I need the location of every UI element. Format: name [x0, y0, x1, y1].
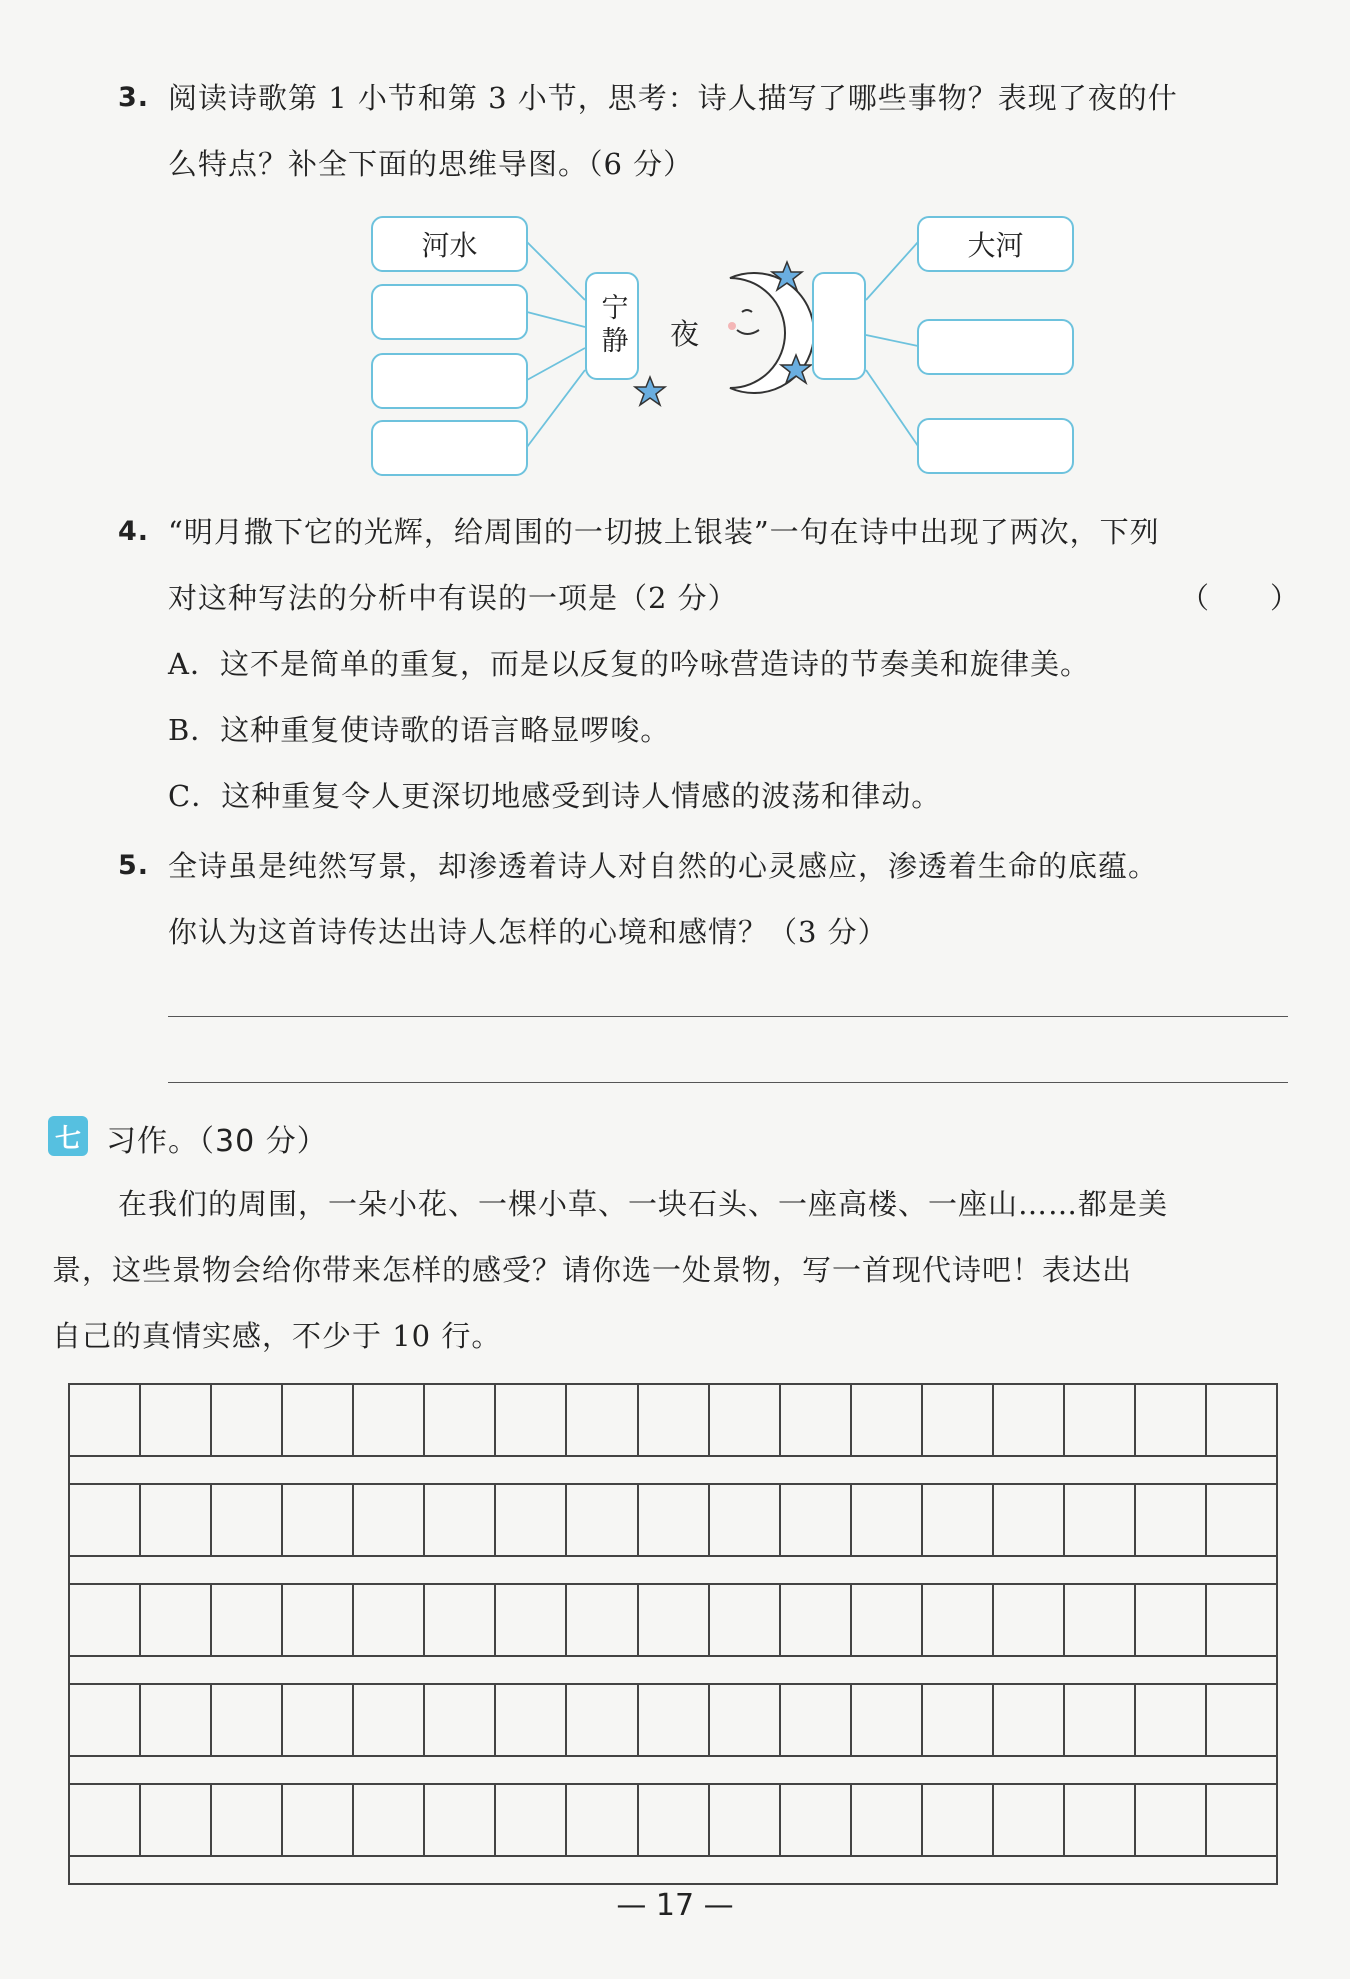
- grid-cell[interactable]: [212, 1585, 283, 1655]
- grid-cell[interactable]: [567, 1385, 638, 1455]
- grid-cell[interactable]: [852, 1385, 923, 1455]
- grid-cell[interactable]: [567, 1585, 638, 1655]
- grid-cell[interactable]: [710, 1485, 781, 1555]
- grid-cell[interactable]: [923, 1685, 994, 1755]
- question-4-number: 4.: [118, 516, 150, 547]
- grid-cell[interactable]: [283, 1685, 354, 1755]
- grid-cell[interactable]: [212, 1485, 283, 1555]
- page-number: — 17 —: [616, 1888, 734, 1923]
- grid-cell[interactable]: [354, 1785, 425, 1855]
- mindmap-left-box-2[interactable]: [371, 284, 528, 340]
- grid-cell[interactable]: [425, 1485, 496, 1555]
- grid-cell[interactable]: [496, 1685, 567, 1755]
- grid-cell[interactable]: [781, 1385, 852, 1455]
- grid-cell[interactable]: [70, 1385, 141, 1455]
- grid-cell[interactable]: [1207, 1685, 1276, 1755]
- grid-cell[interactable]: [496, 1785, 567, 1855]
- grid-cell[interactable]: [639, 1685, 710, 1755]
- grid-cell[interactable]: [852, 1685, 923, 1755]
- question-5-number: 5.: [118, 850, 150, 881]
- grid-cell[interactable]: [1207, 1385, 1276, 1455]
- bracket-open: （: [1180, 581, 1211, 615]
- question-4: [118, 512, 1298, 812]
- grid-cell[interactable]: [141, 1385, 212, 1455]
- mindmap-left-box-3[interactable]: [371, 353, 528, 409]
- grid-cell[interactable]: [639, 1385, 710, 1455]
- option-c[interactable]: C．这种重复令人更深切地感受到诗人情感的波荡和律动。: [168, 779, 942, 813]
- grid-cell[interactable]: [70, 1485, 141, 1555]
- grid-cell[interactable]: [496, 1585, 567, 1655]
- grid-cell[interactable]: [639, 1485, 710, 1555]
- grid-row: [70, 1585, 1276, 1657]
- grid-cell[interactable]: [283, 1785, 354, 1855]
- grid-cell[interactable]: [212, 1685, 283, 1755]
- grid-cell[interactable]: [70, 1785, 141, 1855]
- grid-cell[interactable]: [70, 1585, 141, 1655]
- grid-cell[interactable]: [425, 1385, 496, 1455]
- grid-cell[interactable]: [852, 1785, 923, 1855]
- grid-cell[interactable]: [923, 1385, 994, 1455]
- question-5-line1: 全诗虽是纯然写景，却渗透着诗人对自然的心灵感应，渗透着生命的底蕴。: [168, 849, 1159, 883]
- answer-line-1[interactable]: [168, 1016, 1288, 1017]
- grid-spacer: [70, 1757, 1276, 1785]
- question-3-line1: 阅读诗歌第 1 小节和第 3 小节，思考：诗人描写了哪些事物？表现了夜的什: [168, 81, 1178, 115]
- grid-cell[interactable]: [1065, 1385, 1136, 1455]
- question-3-number: 3.: [118, 82, 150, 113]
- grid-cell[interactable]: [283, 1585, 354, 1655]
- grid-cell[interactable]: [70, 1685, 141, 1755]
- mind-map: [0, 200, 1350, 490]
- grid-cell[interactable]: [354, 1485, 425, 1555]
- mindmap-right-box-2[interactable]: [917, 319, 1074, 375]
- grid-cell[interactable]: [852, 1485, 923, 1555]
- grid-cell[interactable]: [994, 1585, 1065, 1655]
- question-5-line2: 你认为这首诗传达出诗人怎样的心境和感情？（3 分）: [168, 915, 888, 949]
- grid-cell[interactable]: [212, 1385, 283, 1455]
- grid-cell[interactable]: [710, 1385, 781, 1455]
- grid-cell[interactable]: [212, 1785, 283, 1855]
- grid-cell[interactable]: [710, 1785, 781, 1855]
- grid-cell[interactable]: [283, 1385, 354, 1455]
- grid-cell[interactable]: [781, 1785, 852, 1855]
- grid-cell[interactable]: [425, 1585, 496, 1655]
- grid-cell[interactable]: [852, 1585, 923, 1655]
- question-3: [118, 78, 1298, 188]
- mindmap-center-label: 夜: [670, 317, 700, 351]
- prompt-line-1: 在我们的周围，一朵小花、一棵小草、一块石头、一座高楼、一座山……都是美: [118, 1187, 1169, 1221]
- mindmap-left-box-4[interactable]: [371, 420, 528, 476]
- grid-cell[interactable]: [567, 1685, 638, 1755]
- grid-cell[interactable]: [1207, 1785, 1276, 1855]
- grid-row: [70, 1785, 1276, 1857]
- section-badge: 七: [48, 1116, 88, 1156]
- mindmap-center-left-box: [585, 272, 639, 380]
- grid-cell[interactable]: [639, 1585, 710, 1655]
- grid-cell[interactable]: [994, 1785, 1065, 1855]
- section-title: 习作。（30 分）: [106, 1124, 328, 1159]
- grid-spacer: [70, 1657, 1276, 1685]
- grid-cell[interactable]: [141, 1685, 212, 1755]
- grid-cell[interactable]: [710, 1585, 781, 1655]
- grid-spacer: [70, 1857, 1276, 1885]
- grid-cell[interactable]: [1065, 1785, 1136, 1855]
- grid-cell[interactable]: [781, 1585, 852, 1655]
- grid-cell[interactable]: [1136, 1385, 1207, 1455]
- grid-cell[interactable]: [1065, 1585, 1136, 1655]
- question-4-line2: 对这种写法的分析中有误的一项是（2 分）: [168, 581, 738, 615]
- grid-cell[interactable]: [354, 1585, 425, 1655]
- grid-cell[interactable]: [639, 1785, 710, 1855]
- grid-spacer: [70, 1457, 1276, 1485]
- question-3-line2: 么特点？补全下面的思维导图。（6 分）: [168, 147, 694, 181]
- grid-cell[interactable]: [1207, 1485, 1276, 1555]
- grid-cell[interactable]: [1065, 1485, 1136, 1555]
- grid-spacer: [70, 1557, 1276, 1585]
- grid-cell[interactable]: [354, 1685, 425, 1755]
- grid-cell[interactable]: [781, 1485, 852, 1555]
- grid-cell[interactable]: [425, 1685, 496, 1755]
- answer-bracket[interactable]: [1180, 578, 1300, 618]
- mindmap-right-box-1: 大河: [917, 216, 1074, 272]
- question-4-line1: “明月撒下它的光辉，给周围的一切披上银装”一句在诗中出现了两次，下列: [168, 515, 1160, 549]
- grid-cell[interactable]: [1207, 1585, 1276, 1655]
- grid-cell[interactable]: [283, 1485, 354, 1555]
- mindmap-center-left-label: 宁静: [596, 293, 628, 359]
- writing-grid[interactable]: [68, 1383, 1278, 1885]
- grid-cell[interactable]: [1136, 1785, 1207, 1855]
- grid-cell[interactable]: [923, 1585, 994, 1655]
- grid-cell[interactable]: [496, 1485, 567, 1555]
- grid-cell[interactable]: [1065, 1685, 1136, 1755]
- question-5: [118, 846, 1298, 956]
- mindmap-right-box-3[interactable]: [917, 418, 1074, 474]
- prompt-line-3: 自己的真情实感，不少于 10 行。: [52, 1319, 502, 1353]
- grid-cell[interactable]: [141, 1785, 212, 1855]
- prompt-line-2: 景，这些景物会给你带来怎样的感受？请你选一处景物，写一首现代诗吧！表达出: [52, 1253, 1133, 1287]
- grid-cell[interactable]: [354, 1385, 425, 1455]
- grid-row: [70, 1385, 1276, 1457]
- grid-cell[interactable]: [1136, 1685, 1207, 1755]
- grid-cell[interactable]: [994, 1485, 1065, 1555]
- grid-cell[interactable]: [923, 1485, 994, 1555]
- grid-cell[interactable]: [567, 1485, 638, 1555]
- grid-row: [70, 1485, 1276, 1557]
- grid-cell[interactable]: [994, 1685, 1065, 1755]
- grid-cell[interactable]: [1136, 1485, 1207, 1555]
- grid-cell[interactable]: [567, 1785, 638, 1855]
- grid-cell[interactable]: [781, 1685, 852, 1755]
- mindmap-center-right-box[interactable]: [812, 272, 866, 380]
- grid-cell[interactable]: [923, 1785, 994, 1855]
- mindmap-left-box-1: 河水: [371, 216, 528, 272]
- grid-cell[interactable]: [141, 1585, 212, 1655]
- answer-line-2[interactable]: [168, 1082, 1288, 1083]
- option-a[interactable]: A．这不是简单的重复，而是以反复的吟咏营造诗的节奏美和旋律美。: [168, 647, 1090, 681]
- grid-cell[interactable]: [425, 1785, 496, 1855]
- bracket-close: ）: [1269, 581, 1300, 615]
- grid-cell[interactable]: [141, 1485, 212, 1555]
- grid-cell[interactable]: [710, 1685, 781, 1755]
- grid-row: [70, 1685, 1276, 1757]
- option-b[interactable]: B．这种重复使诗歌的语言略显啰唆。: [168, 713, 671, 747]
- grid-cell[interactable]: [994, 1385, 1065, 1455]
- grid-cell[interactable]: [496, 1385, 567, 1455]
- grid-cell[interactable]: [1136, 1585, 1207, 1655]
